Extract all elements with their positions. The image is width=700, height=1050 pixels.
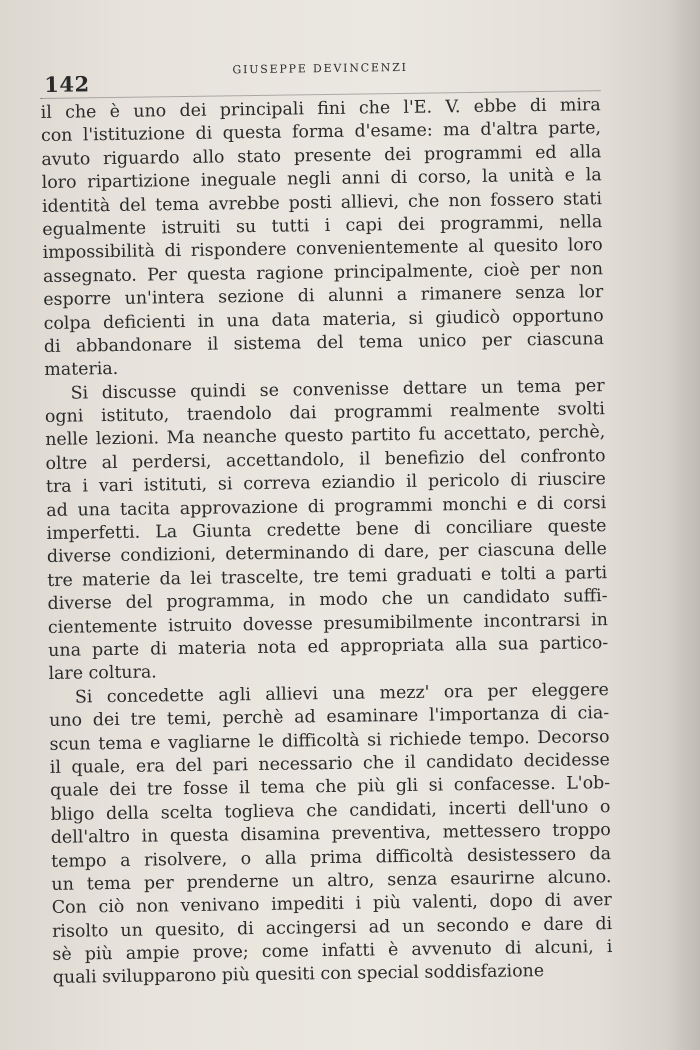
text-line: diverse condizioni, determinando di dare, per ciascuna delle — [46, 539, 608, 568]
text-line: colpa deficienti in una data materia, si giudicò opportuno — [43, 305, 604, 334]
text-line: tre materie da lei trascelte, tre temi graduati e tolti a parti — [47, 562, 608, 591]
paragraph — [49, 679, 613, 991]
text-line: lare coltura. — [48, 662, 157, 685]
page-number: 142 — [44, 71, 90, 97]
text-line: un tema per prenderne un altro, senza esaurirne alcuno. — [51, 866, 612, 895]
text-line: una parte di materia nota ed appropriata alla sua partico- — [48, 633, 609, 661]
text-line: assegnato. Per questa ragione principalmente, cioè per non — [42, 258, 604, 287]
text-line: oltre al perdersi, accettandolo, il benefizio del confronto — [45, 446, 606, 474]
text-line: ad una tacita approvazione di programmi monchi e di corsi — [46, 492, 607, 521]
text-line: ogni istituto, traendolo dai programmi realmente svolti — [44, 399, 606, 428]
text-line: tra i vari istituti, si correva eziandio il pericolo di riuscire — [45, 469, 607, 498]
text-line: nelle lezioni. Ma neanche questo partito fu accettato, perchè, — [45, 422, 606, 451]
text-line: scun tema e vagliarne le difficoltà si richiede tempo. Decorso — [49, 726, 610, 755]
text-line: bligo della scelta toglieva che candidati, incerti dell'uno o — [50, 796, 611, 825]
text-line: esporre un'intera sezione di alunni a rimanere senza lor — [43, 282, 604, 311]
text-line: quale dei tre fosse il tema che più gli si confacesse. L'ob- — [50, 773, 611, 802]
text-line: materia. — [44, 359, 119, 381]
text-line: con l'istituzione di questa forma d'esame: ma d'altra parte, — [40, 118, 602, 147]
text-line: avuto riguardo allo stato presente dei programmi ed alla — [41, 141, 602, 170]
text-line: identità del tema avrebbe posti allievi, che non fossero stati — [41, 188, 603, 217]
text-line: risolto un quesito, di accingersi ad un secondo e dare di — [52, 913, 613, 942]
text-line: tempo a risolvere, o alla prima difficoltà desistessero da — [51, 843, 612, 872]
text-line: Si discusse quindi se convenisse dettare un tema per — [70, 375, 605, 404]
text-line: il quale, era del pari necessario che il candidato decidesse — [49, 750, 610, 778]
text-line: diverse del programma, in modo che un candidato suffi- — [47, 586, 608, 615]
text-line: Si concedette agli allievi una mezz' ora per eleggere — [74, 679, 609, 708]
text-line: Con ciò non venivano impediti i più valenti, dopo di aver — [51, 890, 612, 919]
text-line: cientemente istruito dovesse presumibilmente incontrarsi in — [47, 609, 608, 638]
running-head — [40, 54, 600, 99]
text-line: sè più ampie prove; come infatti è avvenuto di alcuni, i — [52, 937, 613, 965]
text-line: uno dei tre temi, perchè ad esaminare l'importanza di cia- — [49, 703, 610, 732]
paragraph — [44, 375, 608, 687]
page-content — [40, 54, 613, 991]
page-curl-shadow — [666, 0, 700, 1050]
text-line: imperfetti. La Giunta credette bene di conciliare queste — [46, 516, 607, 544]
text-line: egualmente istruiti su tutti i capi dei programmi, nella — [42, 212, 603, 240]
text-line: dell'altro in questa disamina preventiva, mettessero troppo — [50, 820, 611, 849]
paragraph — [41, 94, 605, 382]
text-line: quali svilupparono più quesiti con special soddisfazione — [52, 961, 545, 989]
text-line: di abbandonare il sistema del tema unico per ciascuna — [43, 329, 605, 357]
running-head-title: GIUSEPPE DEVINCENZI — [232, 60, 408, 77]
text-line: impossibilità di rispondere convenientemente al quesito loro — [42, 235, 603, 264]
text-line: il che è uno dei principali fini che l'E. V. ebbe di mira — [40, 95, 601, 123]
text-line: loro ripartizione ineguale negli anni di corso, la unità e la — [41, 165, 602, 194]
body-text — [41, 94, 613, 991]
